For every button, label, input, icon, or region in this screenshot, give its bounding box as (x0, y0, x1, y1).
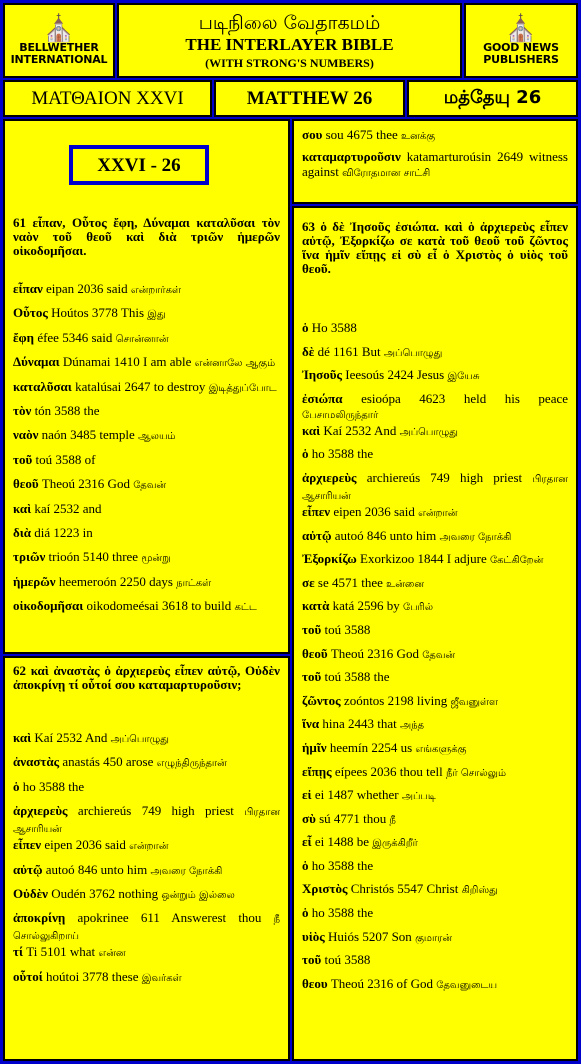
word-row (13, 525, 280, 549)
tamil-gloss: தேவன் (133, 480, 167, 492)
translit-strong-gloss: eípees 2036 thou tell (334, 763, 443, 779)
translit-strong-gloss: Christós 5547 Christ (350, 881, 459, 897)
tamil-gloss: அவரை நோக்கி (439, 531, 512, 543)
greek-word: υἱὸς (302, 928, 325, 944)
translit-strong-gloss: kaí 2532 and (34, 500, 102, 516)
tamil-gloss: நாட்கள் (176, 577, 212, 589)
translit-strong-gloss: ei 1487 whether (314, 787, 399, 803)
greek-word: σε (302, 574, 315, 590)
tamil-gloss: இயேசு (447, 371, 480, 383)
bellwether-mark-icon: ⛪ (42, 13, 76, 44)
greek-word: Ἐξορκίζω (302, 551, 357, 567)
tamil-gloss: என்றார்கள் (130, 285, 182, 296)
greek-word: Οὐδὲν (13, 885, 48, 901)
tamil-gloss: எழுந்திருந்தான் (156, 758, 227, 770)
tamil-gloss: பேசாமலிருந்தார் (302, 409, 379, 421)
chapter-box: XXVI - 26 (69, 145, 209, 185)
word-row (13, 281, 280, 305)
word-row (13, 403, 280, 427)
word-row (13, 330, 280, 354)
tamil-gloss: எங்களுக்கு (415, 743, 467, 755)
translit-strong-gloss: ho 3588 the (22, 778, 85, 794)
greek-word: αὐτῷ (302, 527, 332, 543)
tamil-gloss: விரோதமான சாட்சி (342, 168, 431, 179)
word-row (302, 320, 568, 344)
translit-strong-gloss: katalúsai 2647 to destroy (75, 378, 206, 394)
tamil-gloss: என்னாலே ஆகும் (194, 358, 276, 370)
greek-word: ἡμερῶν (13, 573, 56, 589)
translit-strong-gloss: Hoútos 3778 This (51, 305, 145, 321)
translit-strong-gloss: archiereús 749 high priest (77, 803, 234, 819)
word-row (302, 127, 568, 149)
word-row (302, 834, 568, 858)
verse-62-text: 62 καὶ ἀναστὰς ὁ ἀρχιερεὺς εἶπεν αὐτῷ, Οὐδὲν ἀποκρίνῃ τί οὗτοί σου καταμαρτυροῦσιν; (13, 663, 280, 692)
greek-word: Χριστὸς (302, 881, 348, 897)
tamil-gloss: இருக்கிறீர் (372, 838, 418, 850)
bellwether-logo-line2: INTERNATIONAL (10, 52, 108, 66)
verse-63-words (302, 320, 568, 999)
greek-word: οἰκοδομῆσαι (13, 598, 84, 614)
word-row (302, 528, 568, 552)
greek-word: καὶ (302, 422, 321, 438)
word-row (13, 452, 280, 476)
greek-word: καὶ (13, 500, 32, 516)
good-news-logo-line1: GOOD NEWS (483, 40, 559, 54)
tamil-gloss: என்றான் (418, 507, 458, 519)
good-news-logo (464, 3, 578, 78)
tamil-gloss: பேரில் (403, 602, 434, 614)
verse-63-panel (292, 206, 578, 1061)
greek-word: τριῶν (13, 549, 46, 565)
english-book-text: MATTHEW 26 (246, 87, 373, 109)
translit-strong-gloss: autoó 846 unto him (45, 861, 148, 877)
greek-word: τοῦ (302, 621, 322, 637)
tamil-gloss: கட்ட (234, 602, 257, 614)
word-row (13, 969, 280, 993)
greek-word: εἶ (302, 834, 312, 850)
translit-strong-gloss: dé 1161 But (317, 343, 381, 359)
word-row (302, 551, 568, 575)
tamil-gloss: உன்னை (386, 578, 425, 590)
word-row (302, 470, 568, 504)
greek-word: οὗτοί (13, 968, 43, 984)
translit-strong-gloss: tón 3588 the (34, 402, 100, 418)
word-row (13, 730, 280, 754)
greek-word: θεοῦ (302, 645, 328, 661)
word-row (13, 886, 280, 910)
word-row (302, 646, 568, 670)
word-row (302, 952, 568, 976)
word-row (302, 764, 568, 788)
translit-strong-gloss: apokrinee 611 Answerest thou (77, 910, 262, 926)
greek-word: ἡμῖν (302, 739, 327, 755)
verse-61-panel (3, 119, 290, 654)
word-row (13, 779, 280, 803)
greek-word: τί (13, 944, 24, 960)
word-row (302, 740, 568, 764)
word-row (13, 574, 280, 598)
translit-strong-gloss: hoútoi 3778 these (46, 968, 139, 984)
word-row (13, 754, 280, 778)
word-row (302, 669, 568, 693)
greek-word: καὶ (13, 730, 32, 745)
tamil-gloss: அப்படி (401, 791, 436, 803)
translit-strong-gloss: eipen 2036 said (44, 837, 126, 853)
tamil-gloss: பிரதான ஆசாரியன் (13, 807, 281, 836)
greek-word: εἶπαν (13, 281, 43, 296)
tamil-title: படிநிலை வேதாகமம் (198, 11, 381, 34)
greek-word: εἶπεν (302, 503, 331, 519)
tamil-gloss: அப்பொழுது (399, 426, 458, 438)
word-row (302, 929, 568, 953)
translit-strong-gloss: sú 4771 thou (319, 810, 387, 826)
word-row (302, 716, 568, 740)
word-row (13, 862, 280, 886)
translit-strong-gloss: heemeroón 2250 days (58, 573, 173, 589)
translit-strong-gloss: autoó 846 unto him (334, 527, 437, 543)
greek-word: Ἰησοῦς (302, 367, 342, 383)
tamil-gloss: அப்பொழுது (110, 734, 169, 745)
translit-strong-gloss: Ti 5101 what (26, 944, 96, 960)
greek-word: Οὗτος (13, 305, 48, 321)
good-news-logo-line2: PUBLISHERS (483, 52, 559, 66)
word-row (302, 344, 568, 368)
word-row (302, 149, 568, 181)
greek-word: αὐτῷ (13, 861, 43, 877)
word-row (302, 391, 568, 423)
tamil-gloss: கேட்கிறேன் (490, 555, 544, 567)
greek-word: καταμαρτυροῦσιν (302, 149, 401, 164)
greek-word: δὲ (302, 343, 315, 359)
tamil-gloss: அப்பொழுது (383, 347, 443, 359)
tamil-book-text: மத்தேயு 26 (443, 87, 542, 108)
greek-word: εἴπῃς (302, 763, 332, 779)
tamil-gloss: அவரை நோக்கி (150, 865, 223, 877)
greek-word: σὺ (302, 810, 316, 826)
greek-word: θεοῦ (13, 476, 39, 492)
greek-word: τοῦ (302, 669, 322, 685)
word-row (13, 305, 280, 329)
greek-word: θεου (302, 975, 328, 991)
tamil-gloss: குமாரன் (415, 932, 453, 944)
translit-strong-gloss: Theoú 2316 God (330, 645, 419, 661)
verse-63-text: 63 ὁ δὲ Ἰησοῦς ἐσιώπα. καὶ ὁ ἀρχιερεὺς εἶπεν αὐτῷ, Ἐξορκίζω σε κατὰ τοῦ θεοῦ τοῦ ζῶντος ἵνα ἡμῖν εἴπῃς εἰ σὺ εἶ ὁ Χριστὸς ὁ υἱὸς τοῦ θεοῦ. (302, 219, 568, 276)
page-header (117, 3, 462, 78)
word-row (302, 598, 568, 622)
word-row (302, 811, 568, 835)
word-row (13, 910, 280, 944)
translit-strong-gloss: eipen 2036 said (333, 503, 415, 519)
translit-strong-gloss: Huiós 5207 Son (328, 928, 412, 944)
verse-62-cont-panel (292, 119, 578, 204)
tamil-gloss: கிறிஸ்து (461, 885, 498, 897)
tamil-gloss: சொன்னான் (115, 333, 169, 345)
word-row (302, 787, 568, 811)
translit-strong-gloss: ho 3588 the (311, 905, 374, 921)
word-row (302, 622, 568, 646)
translit-strong-gloss: ho 3588 the (311, 857, 374, 873)
translit-strong-gloss: katamarturoúsin 2649 witness against (302, 149, 568, 179)
translit-strong-gloss: éfee 5346 said (37, 329, 113, 345)
word-row (302, 976, 568, 1000)
tamil-gloss: தேவனுடைய (436, 979, 498, 991)
word-row (13, 354, 280, 378)
tamil-gloss: தேவன் (422, 649, 456, 661)
greek-word: ὁ (13, 778, 20, 794)
verse-62-cont-words (302, 127, 568, 181)
tamil-gloss: மூன்று (141, 553, 171, 565)
greek-word: διὰ (13, 524, 32, 540)
tamil-gloss: இது (147, 309, 166, 321)
greek-word: Δύναμαι (13, 354, 60, 370)
greek-word: ὁ (302, 857, 309, 873)
word-row (13, 803, 280, 837)
verse-62-words (13, 730, 280, 993)
translit-strong-gloss: heemín 2254 us (329, 739, 413, 755)
word-row (13, 598, 280, 622)
translit-strong-gloss: Kaí 2532 And (323, 422, 397, 438)
greek-word: εἶπεν (13, 837, 42, 853)
translit-strong-gloss: ho 3588 the (311, 446, 374, 462)
translit-strong-gloss: toú 3588 (324, 952, 371, 968)
translit-strong-gloss: Theoú 2316 of God (330, 975, 434, 991)
translit-strong-gloss: Exorkizoo 1844 I adjure (360, 551, 487, 567)
tamil-gloss: பிரதான ஆசாரியன் (302, 473, 569, 502)
translit-strong-gloss: Oudén 3762 nothing (51, 885, 159, 901)
translit-strong-gloss: zoóntos 2198 living (343, 692, 448, 708)
tamil-gloss: நீ சொல்லுகிறாய் (13, 914, 280, 943)
translit-strong-gloss: toú 3588 the (324, 669, 390, 685)
word-row (302, 504, 568, 528)
greek-word: ἔφη (13, 329, 35, 345)
verse-62-panel (3, 656, 290, 1061)
word-row (302, 858, 568, 882)
greek-book-label: ΜΑΤΘΑΙΟΝ XXVI (3, 80, 212, 117)
tamil-gloss: ஆலயம் (138, 431, 176, 443)
tamil-gloss: என்றான் (129, 841, 169, 853)
translit-strong-gloss: Ho 3588 (311, 320, 357, 335)
greek-word: ὁ (302, 905, 309, 921)
greek-word: τὸν (13, 402, 32, 418)
translit-strong-gloss: toú 3588 (324, 621, 371, 637)
translit-strong-gloss: Ieesoús 2424 Jesus (345, 367, 445, 383)
greek-word: καταλῦσαι (13, 378, 72, 394)
greek-word: ὁ (302, 320, 309, 335)
translit-strong-gloss: Kaí 2532 And (34, 730, 108, 745)
greek-word: ὁ (302, 446, 309, 462)
tamil-gloss: உனக்கு (401, 131, 436, 142)
translit-strong-gloss: sou 4675 thee (325, 127, 398, 142)
translit-strong-gloss: toú 3588 of (35, 451, 96, 467)
tamil-gloss: என்ன (98, 948, 126, 960)
word-row (302, 881, 568, 905)
greek-word: ἀρχιερεὺς (302, 469, 357, 485)
tamil-gloss: ஒன்றும் இல்லை (161, 889, 235, 901)
word-row (13, 944, 280, 968)
tamil-book-label (407, 80, 578, 117)
translit-strong-gloss: se 4571 thee (317, 574, 383, 590)
tamil-gloss: நீர் சொல்லும் (446, 767, 507, 779)
word-row (13, 501, 280, 525)
word-row (302, 575, 568, 599)
word-row (302, 905, 568, 929)
translit-strong-gloss: anastás 450 arose (62, 754, 154, 770)
word-row (13, 476, 280, 500)
translit-strong-gloss: eipan 2036 said (46, 281, 128, 296)
translit-strong-gloss: oikodomeésai 3618 to build (86, 598, 232, 614)
greek-word: ἀρχιερεὺς (13, 803, 68, 819)
translit-strong-gloss: esioópa 4623 held his peace (361, 390, 569, 406)
verse-61-words (13, 281, 280, 622)
greek-word: ἐσιώπα (302, 390, 343, 406)
bellwether-logo (3, 3, 115, 78)
translit-strong-gloss: diá 1223 in (34, 524, 93, 540)
greek-word: ἀποκρίνῃ (13, 910, 66, 926)
greek-word: ἵνα (302, 716, 320, 732)
translit-strong-gloss: ei 1488 be (314, 834, 369, 850)
tamil-gloss: அந்த (400, 720, 425, 732)
greek-word: σου (302, 127, 323, 142)
greek-word: ζῶντος (302, 692, 341, 708)
greek-word: τοῦ (13, 451, 33, 467)
translit-strong-gloss: Dúnamai 1410 I am able (62, 354, 192, 370)
translit-strong-gloss: Theoú 2316 God (41, 476, 130, 492)
word-row (302, 693, 568, 717)
word-row (302, 446, 568, 470)
tamil-gloss: நீ (389, 814, 396, 826)
verse-61-text: 61 εἶπαν, Οὗτος ἔφη, Δύναμαι καταλῦσαι τὸν ναὸν τοῦ θεοῦ καὶ διὰ τριῶν ἡμερῶν οἰκοδομῆσαι. (13, 215, 280, 258)
translit-strong-gloss: naón 3485 temple (41, 427, 135, 443)
greek-word: ἀναστὰς (13, 754, 60, 770)
tamil-gloss: இடித்துப்போட (208, 382, 277, 394)
page-subtitle: (WITH STRONG'S NUMBERS) (205, 55, 374, 70)
word-row (13, 837, 280, 861)
translit-strong-gloss: archiereús 749 high priest (366, 469, 523, 485)
greek-word: ναὸν (13, 427, 39, 443)
word-row (302, 367, 568, 391)
greek-word: κατὰ (302, 598, 330, 614)
english-book-label (214, 80, 405, 117)
word-row (302, 423, 568, 447)
page-title: THE INTERLAYER BIBLE (185, 34, 394, 54)
greek-word: εἰ (302, 787, 312, 803)
translit-strong-gloss: trioón 5140 three (48, 549, 139, 565)
good-news-mark-icon: ⛪ (504, 13, 538, 44)
bellwether-logo-line1: BELLWETHER (19, 40, 99, 54)
word-row (13, 379, 280, 403)
tamil-gloss: ஜீவனுள்ள (450, 696, 499, 708)
translit-strong-gloss: hina 2443 that (322, 716, 397, 732)
word-row (13, 427, 280, 451)
tamil-gloss: இவர்கள் (141, 972, 182, 984)
translit-strong-gloss: katá 2596 by (332, 598, 400, 614)
greek-word: τοῦ (302, 952, 322, 968)
word-row (13, 549, 280, 573)
